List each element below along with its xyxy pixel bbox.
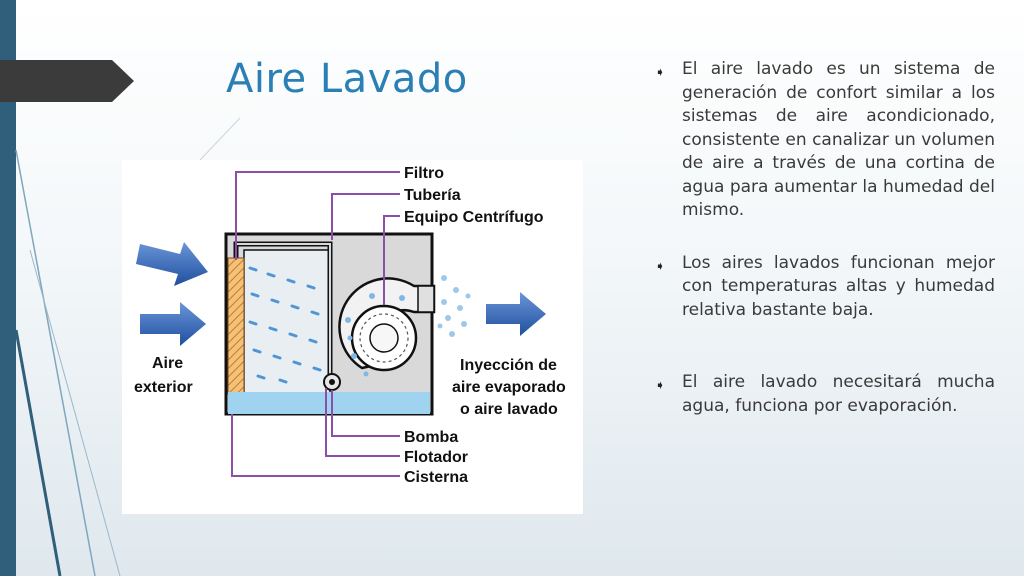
aire-lavado-diagram [122, 160, 583, 514]
outflow-arrow [486, 292, 546, 336]
label-aire: Aire [152, 355, 184, 372]
label-equipo-centrifugo: Equipo Centrífugo [404, 209, 544, 226]
bullet-list [655, 58, 995, 418]
bullet-text: El aire lavado es un sistema de generación de confort similar a los sistemas de aire acondicionado, consistente en canalizar un volumen de aire a través de una cortina de agua para aumentar la humedad del mismo. [682, 59, 995, 220]
bullet-item [655, 58, 995, 223]
inflow-arrow-bottom [140, 302, 206, 346]
label-inyeccion-3: o aire lavado [460, 401, 558, 418]
label-filtro: Filtro [404, 165, 444, 182]
bullet-item [655, 371, 995, 418]
filter [228, 258, 244, 394]
arrow-right-icon: ➧ [655, 258, 666, 273]
label-cisterna: Cisterna [404, 469, 469, 486]
slide-title: Aire Lavado [226, 56, 468, 102]
label-flotador: Flotador [404, 449, 468, 466]
diagram-panel [122, 160, 583, 514]
bullet-text: El aire lavado necesitará mucha agua, funciona por evaporación. [682, 372, 995, 416]
label-inyeccion-2: aire evaporado [452, 379, 566, 396]
label-exterior: exterior [134, 379, 193, 396]
arrow-right-icon: ➧ [655, 65, 666, 79]
label-bomba: Bomba [404, 429, 459, 446]
label-tuberia: Tubería [404, 187, 461, 204]
label-inyeccion-1: Inyección de [460, 357, 557, 374]
outflow-droplets [438, 275, 471, 337]
inflow-arrow-top [136, 242, 208, 286]
title-tab [0, 60, 134, 102]
arrow-right-icon: ➧ [655, 378, 666, 392]
bullet-item [655, 252, 995, 323]
water-tank [228, 392, 430, 414]
bullet-text: Los aires lavados funcionan mejor con temperaturas altas y humedad relativa bastante baja. [682, 252, 995, 320]
